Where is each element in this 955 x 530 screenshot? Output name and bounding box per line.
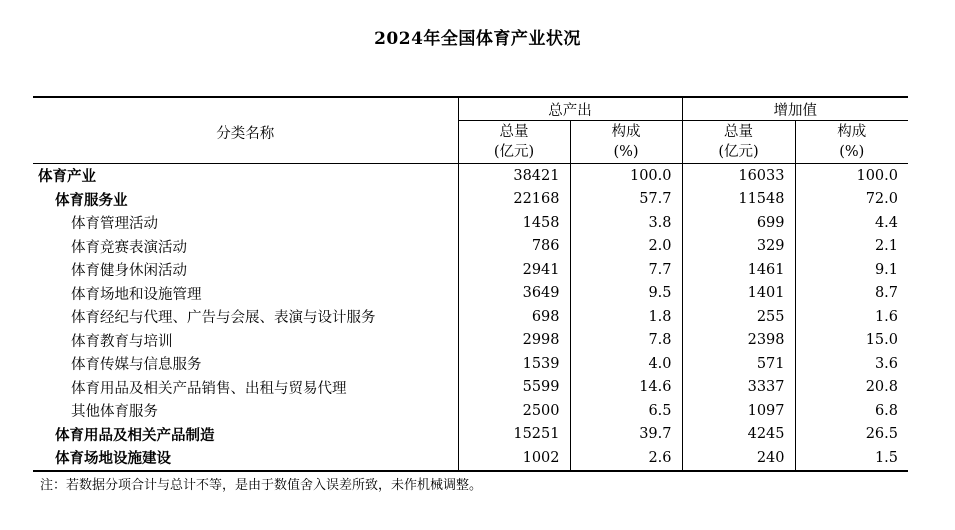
cell-output-total: 1002 <box>458 446 570 471</box>
table-row <box>33 446 908 471</box>
cell-output-share: 9.5 <box>570 282 682 306</box>
cell-output-total: 5599 <box>458 376 570 400</box>
cell-output-total: 2500 <box>458 399 570 423</box>
cell-output-share: 2.6 <box>570 446 682 471</box>
cell-added-share: 1.5 <box>795 446 908 471</box>
cell-added-share: 3.6 <box>795 352 908 376</box>
cell-added-share: 72.0 <box>795 188 908 212</box>
cell-added-total: 1097 <box>682 399 795 423</box>
cell-output-total: 2998 <box>458 329 570 353</box>
cell-added-share: 15.0 <box>795 329 908 353</box>
table-row <box>33 329 908 353</box>
table-row <box>33 352 908 376</box>
table-row <box>33 235 908 259</box>
cell-added-share: 26.5 <box>795 423 908 447</box>
cell-added-total: 3337 <box>682 376 795 400</box>
row-name: 体育经纪与代理、广告与会展、表演与设计服务 <box>71 310 376 327</box>
cell-output-share: 2.0 <box>570 235 682 259</box>
row-name: 体育用品及相关产品制造 <box>55 426 215 444</box>
cell-output-total: 38421 <box>458 164 570 188</box>
cell-output-share: 100.0 <box>570 164 682 188</box>
cell-added-share: 20.8 <box>795 376 908 400</box>
table-row <box>33 282 908 306</box>
cell-added-share: 2.1 <box>795 235 908 259</box>
footnote: 注：若数据分项合计与总计不等，是由于数值舍入误差所致，未作机械调整。 <box>40 478 483 493</box>
cell-output-total: 2941 <box>458 258 570 282</box>
cell-added-share: 100.0 <box>795 164 908 188</box>
cell-output-share: 39.7 <box>570 423 682 447</box>
table-row <box>33 376 908 400</box>
cell-added-total: 571 <box>682 352 795 376</box>
cell-added-share: 8.7 <box>795 282 908 306</box>
cell-added-total: 16033 <box>682 164 795 188</box>
row-name: 体育管理活动 <box>71 216 158 233</box>
row-name: 体育传媒与信息服务 <box>71 357 202 374</box>
header-added-value: 增加值 <box>682 97 908 121</box>
header-category: 分类名称 <box>33 97 458 164</box>
row-name: 体育教育与培训 <box>71 333 173 350</box>
cell-output-share: 1.8 <box>570 305 682 329</box>
table-row <box>33 399 908 423</box>
cell-output-share: 14.6 <box>570 376 682 400</box>
row-name: 体育竞赛表演活动 <box>71 239 187 256</box>
cell-added-share: 9.1 <box>795 258 908 282</box>
cell-added-total: 329 <box>682 235 795 259</box>
row-name: 体育健身休闲活动 <box>71 263 187 280</box>
row-name: 体育场地设施建设 <box>33 446 458 471</box>
cell-output-total: 698 <box>458 305 570 329</box>
cell-output-share: 6.5 <box>570 399 682 423</box>
row-name: 其他体育服务 <box>71 404 158 421</box>
table-row <box>33 305 908 329</box>
row-name: 体育产业 <box>33 164 458 188</box>
cell-output-share: 7.8 <box>570 329 682 353</box>
cell-output-total: 1458 <box>458 211 570 235</box>
header-added-share: 构成 (%) <box>795 121 908 164</box>
table-row <box>33 164 908 188</box>
cell-output-share: 57.7 <box>570 188 682 212</box>
table-row <box>33 423 908 447</box>
cell-added-total: 699 <box>682 211 795 235</box>
page-title: 2024年全国体育产业状况 <box>374 29 581 49</box>
cell-output-share: 3.8 <box>570 211 682 235</box>
row-name: 体育用品及相关产品销售、出租与贸易代理 <box>71 380 347 397</box>
cell-added-total: 255 <box>682 305 795 329</box>
header-added-total: 总量 (亿元) <box>682 121 795 164</box>
cell-added-total: 4245 <box>682 423 795 447</box>
row-name: 体育场地和设施管理 <box>71 286 202 303</box>
cell-output-total: 3649 <box>458 282 570 306</box>
cell-output-total: 786 <box>458 235 570 259</box>
cell-output-total: 22168 <box>458 188 570 212</box>
cell-added-total: 1401 <box>682 282 795 306</box>
cell-output-total: 1539 <box>458 352 570 376</box>
cell-added-total: 11548 <box>682 188 795 212</box>
cell-added-share: 6.8 <box>795 399 908 423</box>
cell-added-share: 4.4 <box>795 211 908 235</box>
cell-added-total: 1461 <box>682 258 795 282</box>
table-row <box>33 188 908 212</box>
cell-added-total: 2398 <box>682 329 795 353</box>
table-row <box>33 211 908 235</box>
cell-added-share: 1.6 <box>795 305 908 329</box>
header-total-output: 总产出 <box>458 97 682 121</box>
header-output-share: 构成 (%) <box>570 121 682 164</box>
cell-output-share: 7.7 <box>570 258 682 282</box>
cell-added-total: 240 <box>682 446 795 471</box>
cell-output-total: 15251 <box>458 423 570 447</box>
header-output-total: 总量 (亿元) <box>458 121 570 164</box>
table-row <box>33 258 908 282</box>
cell-output-share: 4.0 <box>570 352 682 376</box>
row-name: 体育服务业 <box>55 191 128 209</box>
sports-industry-table <box>33 96 908 472</box>
